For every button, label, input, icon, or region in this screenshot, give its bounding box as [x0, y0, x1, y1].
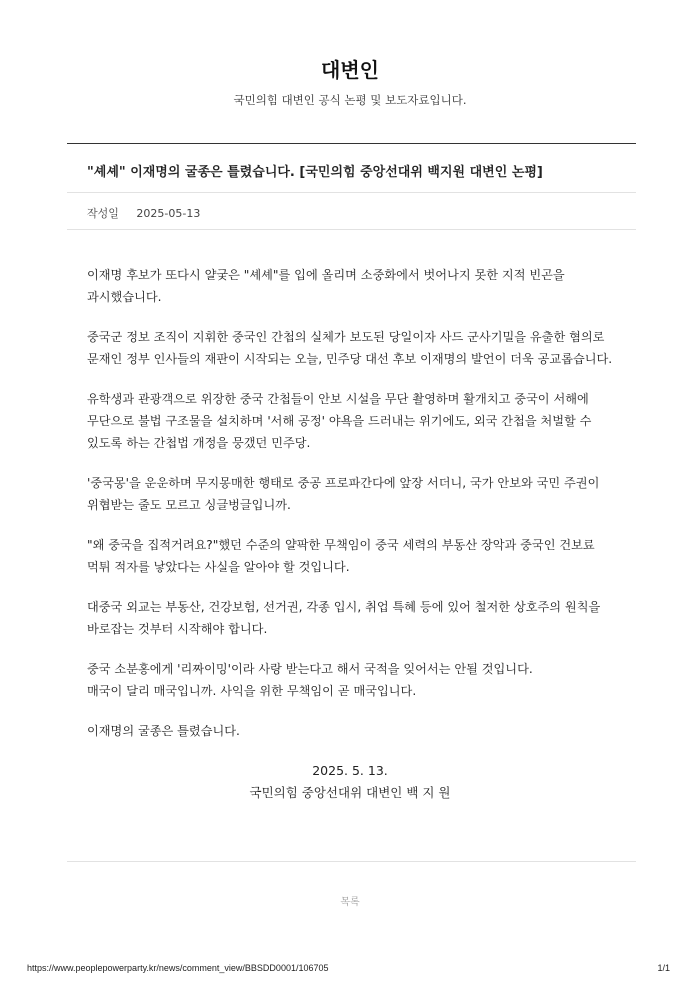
article-meta [87, 205, 200, 221]
date-label: 작성일 [87, 207, 119, 220]
body-paragraph: 이재명 후보가 또다시 얄궂은 "셰셰"를 입에 올리며 소중화에서 벗어나지 못한 지적 빈곤을 과시했습니다. [87, 268, 565, 304]
print-url: https://www.peoplepowerparty.kr/news/comment_view/BBSDD0001/106705 [27, 963, 329, 973]
body-paragraph: 이재명의 굴종은 틀렸습니다. [87, 724, 240, 738]
signature-name: 국민의힘 중앙선대위 대변인 백 지 원 [249, 785, 451, 800]
body-paragraph: 중국 소분홍에게 '리짜이밍'이라 사랑 받는다고 해서 국적을 잊어서는 안될 것입니다. [87, 662, 533, 676]
print-page-number: 1/1 [657, 963, 670, 973]
body-paragraph: 대중국 외교는 부동산, 건강보험, 선거권, 각종 입시, 취업 특혜 등에 있어 철저한 상호주의 원칙을 바로잡는 것부터 시작해야 합니다. [87, 600, 601, 636]
print-footer [27, 963, 670, 973]
article-title: "셰셰" 이재명의 굴종은 틀렸습니다. [국민의힘 중앙선대위 백지원 대변인 논평] [87, 165, 543, 180]
page-title: 대변인 [321, 58, 379, 82]
article-date: 2025-05-13 [136, 207, 201, 220]
body-paragraph: 매국이 달리 매국입니까. 사익을 위한 무책임이 곧 매국입니다. [87, 684, 417, 698]
body-paragraph: 유학생과 관광객으로 위장한 중국 간첩들이 안보 시설을 무단 촬영하며 활개치고 중국이 서해에 무단으로 불법 구조물을 설치하며 '서해 공정' 야욕을 드러내는 위기에도, 외국 간첩을 처벌할 수 있도록 하는 간첩법 개정을 뭉갰던 민주당. [87, 392, 592, 450]
body-paragraph: '중국몽'을 운운하며 무지몽매한 행태로 중공 프로파간다에 앞장 서더니, 국가 안보와 국민 주권이 위협받는 줄도 모르고 싱글벙글입니까. [87, 476, 600, 512]
signature-date: 2025. 5. 13. [312, 763, 388, 778]
page-subtitle: 국민의힘 대변인 공식 논평 및 보도자료입니다. [233, 93, 467, 107]
meta-divider [67, 229, 636, 230]
title-divider [67, 192, 636, 193]
signature-block [0, 760, 700, 804]
body-paragraph: 중국군 정보 조직이 지휘한 중국인 간첩의 실체가 보도된 당일이자 사드 군사기밀을 유출한 혐의로 문재인 정부 인사들의 재판이 시작되는 오늘, 민주당 대선 후보 이재명의 발언이 더욱 공교롭습니다. [87, 330, 613, 366]
body-paragraph: "왜 중국을 집적거려요?"했던 수준의 얄팍한 무책임이 중국 세력의 부동산 장악과 중국인 건보료 먹튀 적자를 낳았다는 사실을 알아야 할 것입니다. [87, 538, 595, 574]
list-button[interactable]: 목록 [340, 897, 360, 908]
header-divider [67, 143, 636, 144]
footer-divider [67, 861, 636, 862]
article-body [87, 264, 617, 760]
